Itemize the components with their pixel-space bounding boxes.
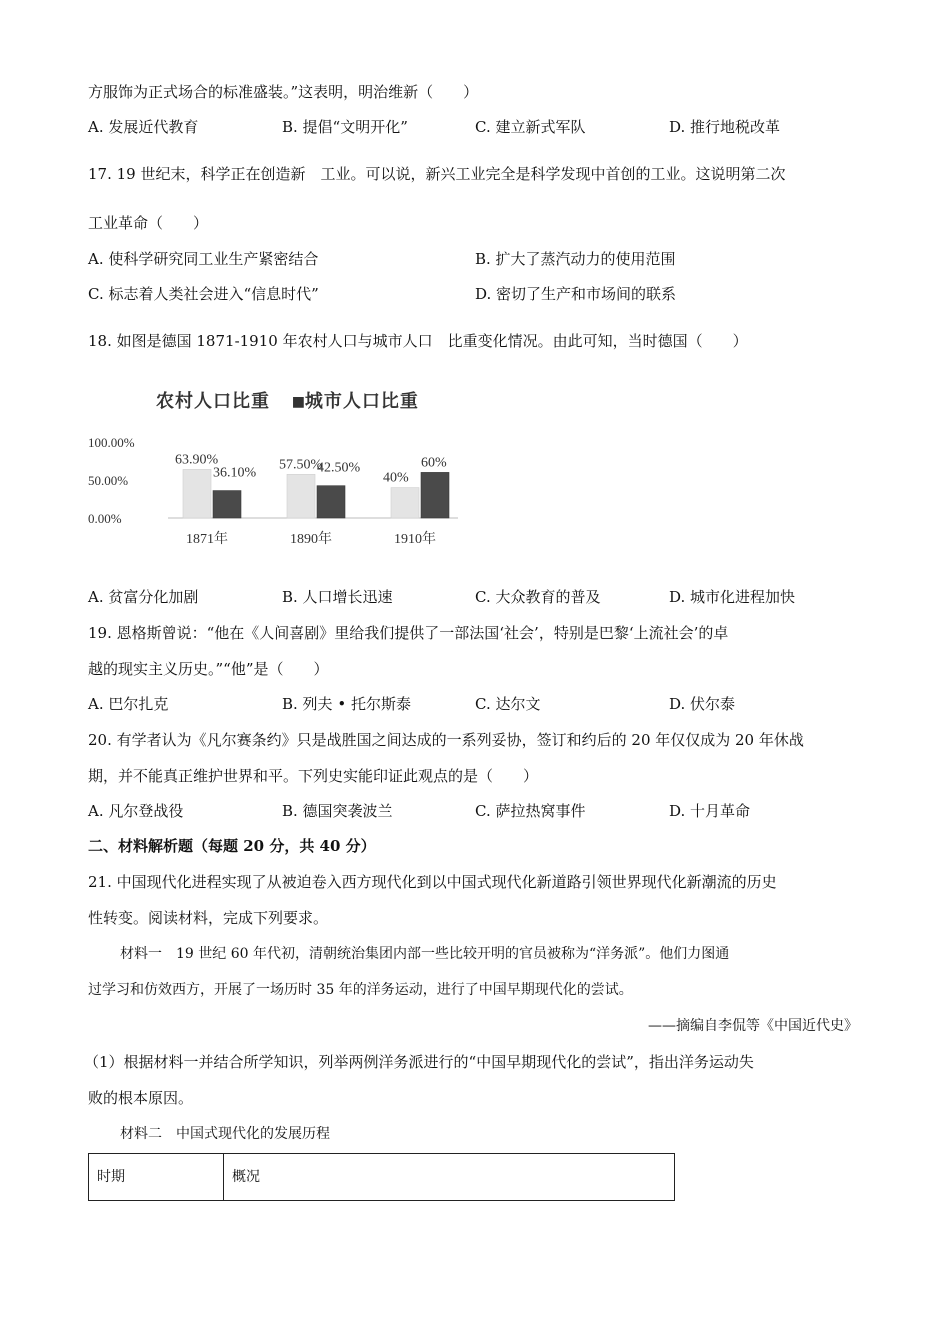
y-tick-label: 50.00% bbox=[88, 473, 129, 488]
material-two-title: 材料二 中国式现代化的发展历程 bbox=[120, 1126, 330, 1142]
q19-option-a[interactable]: A. 巴尔扎克 bbox=[88, 695, 169, 713]
table-header-overview: 概况 bbox=[224, 1154, 675, 1201]
q16-option-a[interactable]: A. 发展近代教育 bbox=[88, 118, 199, 136]
q17-option-d[interactable]: D. 密切了生产和市场间的联系 bbox=[475, 285, 677, 303]
q20-stem-cont: 期，并不能真正维护世界和平。下列史实能印证此观点的是（ ） bbox=[88, 767, 539, 785]
q20-stem: 20. 有学者认为《凡尔赛条约》只是战胜国之间达成的一系列妥协，签订和约后的 20 年仅仅成为 20 年休战 bbox=[88, 731, 804, 749]
sub-question-1: （1）根据材料一并结合所学知识，列举两例洋务派进行的“中国早期现代化的尝试”，指出洋务运动失 bbox=[84, 1053, 754, 1071]
q20-option-a[interactable]: A. 凡尔登战役 bbox=[88, 802, 184, 820]
bar-urban-1 bbox=[317, 486, 345, 518]
q18-stem: 18. 如图是德国 1871-1910 年农村人口与城市人口 比重变化情况。由此可知，当时德国（ ） bbox=[88, 332, 748, 350]
section-heading: 二、材料解析题（每题 20 分，共 40 分） bbox=[88, 837, 376, 855]
q20-option-d[interactable]: D. 十月革命 bbox=[669, 802, 751, 820]
q16-option-d[interactable]: D. 推行地税改革 bbox=[669, 118, 781, 136]
q17-option-b[interactable]: B. 扩大了蒸汽动力的使用范围 bbox=[475, 250, 676, 268]
data-label: 63.90% bbox=[175, 452, 219, 468]
data-label: 57.50% bbox=[279, 457, 323, 473]
q19-option-c[interactable]: C. 达尔文 bbox=[475, 695, 541, 713]
material-one-source: ——摘编自李侃等《中国近代史》 bbox=[648, 1018, 858, 1034]
y-tick-label: 0.00% bbox=[88, 511, 122, 526]
q19-stem: 19. 恩格斯曾说：“他在《人间喜剧》里给我们提供了一部法国‘社会’，特别是巴黎‘上流社会’的卓 bbox=[88, 624, 729, 642]
q16-option-b[interactable]: B. 提倡“文明开化” bbox=[282, 118, 408, 136]
q18-option-d[interactable]: D. 城市化进程加快 bbox=[669, 588, 796, 606]
material-two-table bbox=[88, 1153, 675, 1201]
data-label: 60% bbox=[421, 455, 447, 471]
bar-rural-1 bbox=[287, 474, 315, 518]
data-label: 40% bbox=[383, 470, 409, 486]
legend-rural: 农村人口比重 bbox=[156, 391, 270, 412]
q17-option-c[interactable]: C. 标志着人类社会进入“信息时代” bbox=[88, 285, 319, 303]
q19-stem-cont: 越的现实主义历史。”“他”是（ ） bbox=[88, 660, 329, 678]
bar-rural-0 bbox=[183, 469, 211, 518]
q21-stem: 21. 中国现代化进程实现了从被迫卷入西方现代化到以中国式现代化新道路引领世界现代化新潮流的历史 bbox=[88, 873, 777, 891]
q19-option-b[interactable]: B. 列夫 • 托尔斯泰 bbox=[282, 695, 411, 713]
q16-stem-tail: 方服饰为正式场合的标准盛装。”这表明，明治维新（ ） bbox=[88, 83, 479, 101]
data-label: 36.10% bbox=[213, 465, 257, 481]
q18-option-b[interactable]: B. 人口增长迅速 bbox=[282, 588, 393, 606]
q19-option-d[interactable]: D. 伏尔泰 bbox=[669, 695, 736, 713]
x-tick-label: 1890年 bbox=[290, 532, 332, 547]
bar-urban-0 bbox=[213, 491, 241, 518]
q20-option-b[interactable]: B. 德国突袭波兰 bbox=[282, 802, 393, 820]
q20-option-c[interactable]: C. 萨拉热窝事件 bbox=[475, 802, 586, 820]
table-header-period: 时期 bbox=[89, 1154, 224, 1201]
bar-urban-2 bbox=[421, 472, 449, 518]
q17-option-a[interactable]: A. 使科学研究同工业生产紧密结合 bbox=[88, 250, 319, 268]
table-header-row bbox=[89, 1154, 675, 1201]
x-tick-label: 1871年 bbox=[186, 532, 228, 547]
material-one-cont: 过学习和仿效西方，开展了一场历时 35 年的洋务运动，进行了中国早期现代化的尝试。 bbox=[88, 982, 633, 998]
q21-stem-cont: 性转变。阅读材料，完成下列要求。 bbox=[88, 909, 329, 927]
q17-stem: 17. 19 世纪末，科学正在创造新 工业。可以说，新兴工业完全是科学发现中首创的工业。这说明第二次 bbox=[88, 165, 786, 183]
bar-rural-2 bbox=[391, 488, 419, 518]
q18-option-c[interactable]: C. 大众教育的普及 bbox=[475, 588, 601, 606]
q18-option-a[interactable]: A. 贫富分化加剧 bbox=[88, 588, 199, 606]
q16-option-c[interactable]: C. 建立新式军队 bbox=[475, 118, 586, 136]
x-tick-label: 1910年 bbox=[394, 532, 436, 547]
material-one: 材料一 19 世纪 60 年代初，清朝统治集团内部一些比较开明的官员被称为“洋务派”。他们力图通 bbox=[120, 946, 730, 962]
legend-urban: ■城市人口比重 bbox=[293, 391, 419, 412]
data-label: 42.50% bbox=[317, 460, 361, 476]
q17-stem-cont: 工业革命（ ） bbox=[88, 214, 209, 232]
population-bar-chart bbox=[88, 383, 468, 555]
sub-question-1-cont: 败的根本原因。 bbox=[88, 1089, 194, 1107]
y-tick-label: 100.00% bbox=[88, 435, 135, 450]
